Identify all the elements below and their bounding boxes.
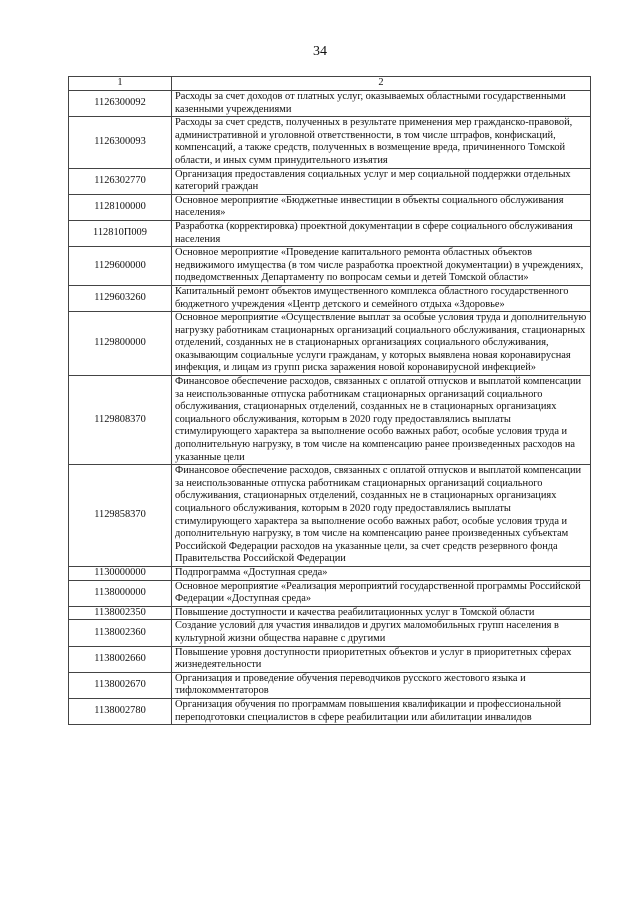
row-code: 112810П009 [69, 220, 172, 246]
row-name: Повышение доступности и качества реабилитационных услуг в Томской области [172, 606, 591, 620]
row-code: 1129808370 [69, 376, 172, 465]
row-code: 1130000000 [69, 566, 172, 580]
row-code: 1138002350 [69, 606, 172, 620]
column-header-code: 1 [69, 77, 172, 91]
row-name: Организация предоставления социальных услуг и мер социальной поддержки отдельных категорий граждан [172, 168, 591, 194]
row-name: Создание условий для участия инвалидов и других маломобильных групп населения в культурной жизни общества наравне с другими [172, 620, 591, 646]
table-row [69, 620, 591, 646]
table-row [69, 91, 591, 117]
column-header-name: 2 [172, 77, 591, 91]
table-header-row [69, 77, 591, 91]
table-row [69, 285, 591, 311]
row-code: 1138002660 [69, 646, 172, 672]
table-row [69, 376, 591, 465]
row-name: Расходы за счет доходов от платных услуг, оказываемых областными государственными казенными учреждениями [172, 91, 591, 117]
table-row [69, 312, 591, 376]
row-name: Разработка (корректировка) проектной документации в сфере социального обслуживания населения [172, 220, 591, 246]
table-row [69, 247, 591, 286]
row-code: 1126300093 [69, 117, 172, 168]
row-code: 1129600000 [69, 247, 172, 286]
row-code: 1126300092 [69, 91, 172, 117]
row-name: Повышение уровня доступности приоритетных объектов и услуг в приоритетных сферах жизнедеятельности [172, 646, 591, 672]
row-code: 1138002670 [69, 672, 172, 698]
table-row [69, 194, 591, 220]
table-row [69, 168, 591, 194]
row-name: Организация обучения по программам повышения квалификации и профессиональной переподготовки специалистов в сфере реабилитации или абилитации инвалидов [172, 698, 591, 724]
row-name: Расходы за счет средств, полученных в результате применения мер гражданско-правовой, административной и уголовной ответственности, в том числе штрафов, конфискаций, компенсаций, а также средств, полученных в возмещение вреда, причиненного Томской области, и иных сумм принудительного изъятия [172, 117, 591, 168]
page-number: 34 [313, 44, 327, 59]
row-code: 1138002360 [69, 620, 172, 646]
table-row [69, 220, 591, 246]
row-code: 1138000000 [69, 580, 172, 606]
table-row [69, 698, 591, 724]
row-name: Подпрограмма «Доступная среда» [172, 566, 591, 580]
table-row [69, 566, 591, 580]
row-code: 1129603260 [69, 285, 172, 311]
table-row [69, 672, 591, 698]
table-row [69, 646, 591, 672]
row-name: Основное мероприятие «Бюджетные инвестиции в объекты социального обслуживания населения» [172, 194, 591, 220]
row-name: Основное мероприятие «Реализация мероприятий государственной программы Российской Федерации «Доступная среда» [172, 580, 591, 606]
row-code: 1128100000 [69, 194, 172, 220]
row-name: Капитальный ремонт объектов имущественного комплекса областного государственного бюджетного учреждения «Центр детского и семейного отдыха «Здоровье» [172, 285, 591, 311]
row-name: Организация и проведение обучения переводчиков русского жестового языка и тифлокомментаторов [172, 672, 591, 698]
table-row [69, 465, 591, 567]
row-name: Финансовое обеспечение расходов, связанных с оплатой отпусков и выплатой компенсации за неиспользованные отпуска работникам стационарных организаций социального обслуживания, стационарных отделений, созданных не в стационарных организациях социального обслуживания, которым в 2020 году предоставлялись выплаты стимулирующего характера за выполнение особо важных работ, особые условия труда и дополнительную нагрузку, в том числе на компенсацию ранее произведенных расходов на указанные цели [172, 376, 591, 465]
row-name: Основное мероприятие «Проведение капитального ремонта областных объектов недвижимого имущества (в том числе разработка проектной документации) в учреждениях, подведомственных Департаменту по вопросам семьи и детей Томской области» [172, 247, 591, 286]
row-code: 1129858370 [69, 465, 172, 567]
table-row [69, 580, 591, 606]
row-code: 1126302770 [69, 168, 172, 194]
row-code: 1129800000 [69, 312, 172, 376]
table-row [69, 117, 591, 168]
row-name: Финансовое обеспечение расходов, связанных с оплатой отпусков и выплатой компенсации за неиспользованные отпуска работникам стационарных организаций социального обслуживания, стационарных отделений, созданных не в стационарных организациях социального обслуживания, которым в 2020 году предоставлялись выплаты стимулирующего характера за выполнение особо важных работ, особые условия труда и дополнительную нагрузку, в том числе на компенсацию ранее произведенных субъектам Российской Федерации расходов на указанные цели, за счет средств резервного фонда Правительства Российской Федерации [172, 465, 591, 567]
row-code: 1138002780 [69, 698, 172, 724]
budget-code-table [68, 76, 591, 725]
row-name: Основное мероприятие «Осуществление выплат за особые условия труда и дополнительную нагрузку работникам стационарных организаций социального обслуживания, стационарных отделений, созданных не в стационарных организациях социального обслуживания, оказывающим социальные услуги гражданам, у которых выявлена новая коронавирусная инфекция, и лицам из групп риска заражения новой коронавирусной инфекцией» [172, 312, 591, 376]
table-row [69, 606, 591, 620]
